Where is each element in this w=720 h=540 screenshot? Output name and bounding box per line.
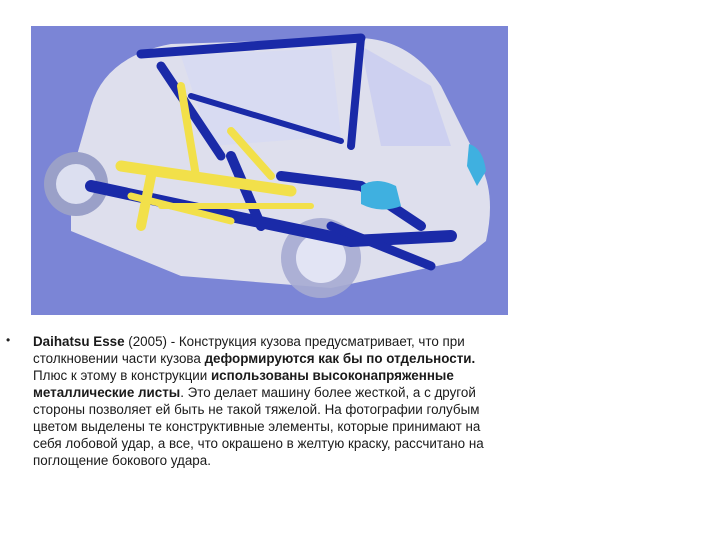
line-3: Плюс к этому в конструкции использованы высоконапряженные xyxy=(33,368,454,383)
line-5: стороны позволяет ей быть не такой тяжелой. На фотографии голубым xyxy=(33,402,480,417)
car-body-structure-image xyxy=(31,26,508,315)
line-1: Daihatsu Esse (2005) - Конструкция кузова предусматривает, что при xyxy=(33,334,465,349)
car-illustration xyxy=(31,26,508,315)
line-6: цветом выделены те конструктивные элементы, которые принимают на xyxy=(33,419,481,434)
line-8: поглощение бокового удара. xyxy=(33,453,211,468)
line-2: столкновении части кузова деформируются как бы по отдельности. xyxy=(33,351,476,366)
line-4: металлические листы. Это делает машину более жесткой, а с другой xyxy=(33,385,476,400)
bullet-marker: • xyxy=(6,333,11,347)
car-model-name: Daihatsu Esse xyxy=(33,334,125,349)
line-7: себя лобовой удар, а все, что окрашено в желтую краску, рассчитано на xyxy=(33,436,484,451)
description-paragraph xyxy=(33,333,593,469)
